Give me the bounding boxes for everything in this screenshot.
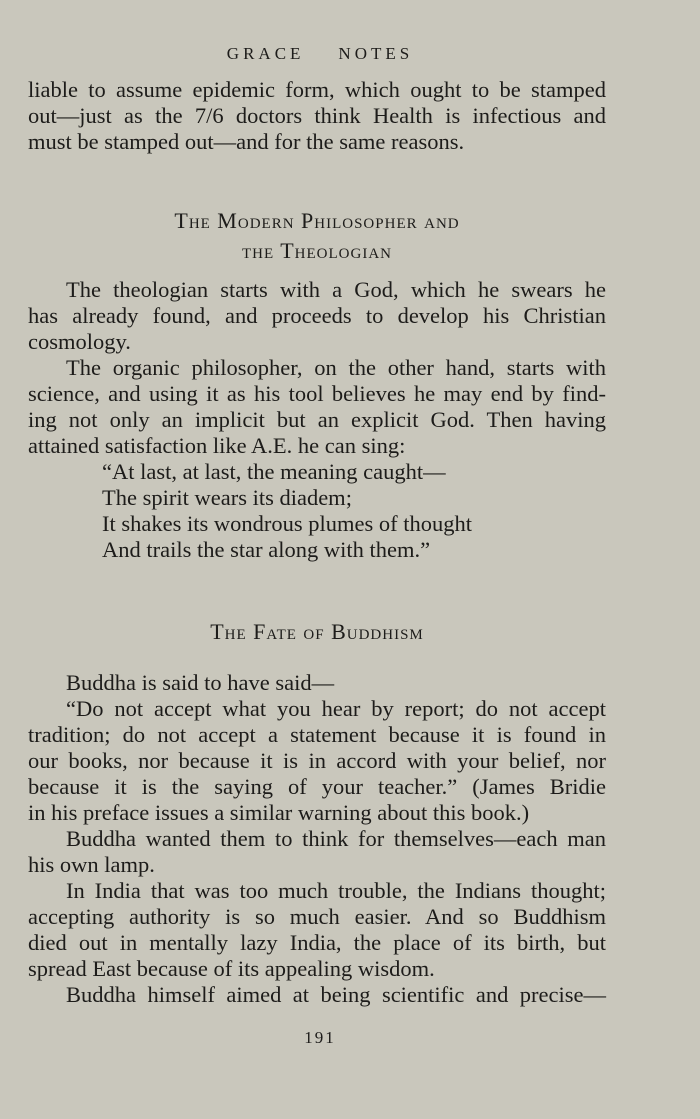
text-line: science, and using it as his tool believes he may end by find-	[28, 381, 606, 406]
text-line: out—just as the 7/6 doctors think Health is infectious and	[28, 103, 606, 128]
text-line: Buddha himself aimed at being scientific and precise—	[66, 982, 606, 1007]
verse-quotation	[28, 459, 606, 563]
text-line: must be stamped out—and for the same reasons.	[28, 129, 465, 154]
text-line: Buddha is said to have said—	[66, 670, 335, 695]
text-line: tradition; do not accept a statement because it is found in	[28, 722, 606, 747]
text-line: died out in mentally lazy India, the place of its birth, but	[28, 930, 606, 955]
section-buddhism-body	[28, 670, 606, 1008]
text-line: cosmology.	[28, 329, 131, 354]
section-heading-philosopher-line2: the Theologian	[241, 238, 392, 263]
section-philosopher-body	[28, 277, 606, 563]
text-line: In India that was too much trouble, the Indians thought;	[66, 878, 606, 903]
verse-line: The spirit wears its diadem;	[102, 485, 352, 510]
text-line: attained satisfaction like A.E. he can sing:	[28, 433, 406, 458]
verse-line: “At last, at last, the meaning caught—	[102, 459, 446, 484]
running-head-right: NOTES	[338, 44, 414, 63]
text-line: has already found, and proceeds to develop his Christian	[28, 303, 606, 328]
text-line: his own lamp.	[28, 852, 155, 877]
text-line: Buddha wanted them to think for themselves—each man	[66, 826, 606, 851]
text-line: The organic philosopher, on the other hand, starts with	[66, 355, 606, 380]
text-line: ing not only an implicit but an explicit God. Then having	[28, 407, 606, 432]
text-line: our books, nor because it is in accord with your belief, nor	[28, 748, 606, 773]
text-line: liable to assume epidemic form, which ought to be stamped	[28, 77, 606, 102]
text-line: spread East because of its appealing wisdom.	[28, 956, 435, 981]
text-line: in his preface issues a similar warning about this book.)	[28, 800, 530, 825]
verse-line: And trails the star along with them.”	[102, 537, 431, 562]
section-heading-philosopher-line1: The Modern Philosopher and	[174, 208, 460, 233]
text-line: “Do not accept what you hear by report; do not accept	[66, 696, 606, 721]
text-line: accepting authority is so much easier. And so Buddhism	[28, 904, 606, 929]
text-line: because it is the saying of your teacher.” (James Bridie	[28, 774, 606, 799]
running-head-left: GRACE	[226, 44, 305, 63]
section-heading-buddhism: The Fate of Buddhism	[210, 619, 424, 644]
intro-paragraph	[28, 77, 606, 155]
verse-line: It shakes its wondrous plumes of thought	[102, 511, 472, 536]
text-line: The theologian starts with a God, which he swears he	[66, 277, 606, 302]
running-head	[0, 44, 640, 64]
page-number: 191	[304, 1028, 336, 1047]
